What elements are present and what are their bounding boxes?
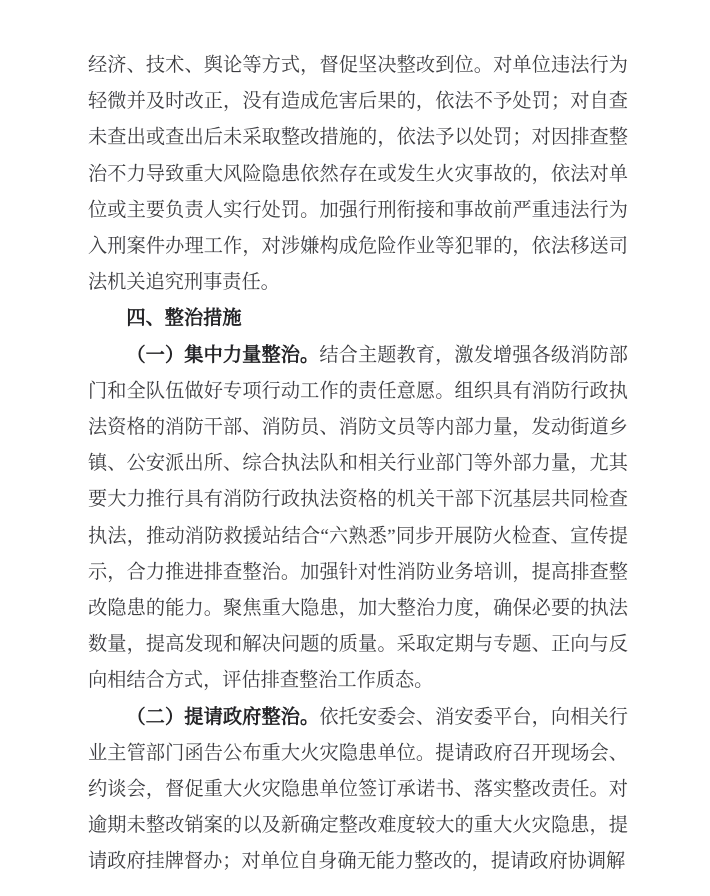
document-body bbox=[88, 48, 628, 881]
paragraph-text: 经济、技术、舆论等方式，督促坚决整改到位。对单位违法行为轻微并及时改正，没有造成危害后果的，依法不予处罚；对自查未查出或查出后未采取整改措施的，依法予以处罚；对因排查整治不力导致重大风险隐患依然存在或发生火灾事故的，依法对单位或主要负责人实行处罚。加强行刑衔接和事故前严重违法行为入刑案件办理工作，对涉嫌构成危险作业等犯罪的，依法移送司法机关追究刑事责任。 bbox=[88, 55, 628, 294]
paragraph-continuation bbox=[88, 48, 628, 301]
paragraph-lead: （一）集中力量整治。 bbox=[126, 344, 320, 366]
paragraph-text: 依托安委会、消安委平台，向相关行业主管部门函告公布重大火灾隐患单位。提请政府召开现场会、约谈会，督促重大火灾隐患单位签订承诺书、落实整改责任。对逾期未整改销案的以及新确定整改难度较大的重大火灾隐患，提请政府挂牌督办；对单位自身确无能力整改的，提请政府协调解 bbox=[88, 706, 628, 873]
paragraph-text: 结合主题教育，激发增强各级消防部门和全队伍做好专项行动工作的责任意愿。组织具有消防行政执法资格的消防干部、消防员、消防文员等内部力量，发动街道乡镇、公安派出所、综合执法队和相关行业部门等外部力量，尤其要大力推行具有消防行政执法资格的机关干部下沉基层共同检查执法，推动消防救援站结合“六熟悉”同步开展防火检查、宣传提示，合力推进排查整治。加强针对性消防业务培训，提高排查整改隐患的能力。聚焦重大隐患，加大整治力度，确保必要的执法数量，提高发现和解决问题的质量。采取定期与专题、正向与反向相结合方式，评估排查整治工作质态。 bbox=[88, 344, 628, 692]
paragraph-lead: （二）提请政府整治。 bbox=[126, 706, 320, 728]
paragraph-measure-1 bbox=[88, 338, 628, 700]
section-heading: 四、整治措施 bbox=[126, 308, 242, 330]
paragraph-measure-2 bbox=[88, 700, 628, 881]
